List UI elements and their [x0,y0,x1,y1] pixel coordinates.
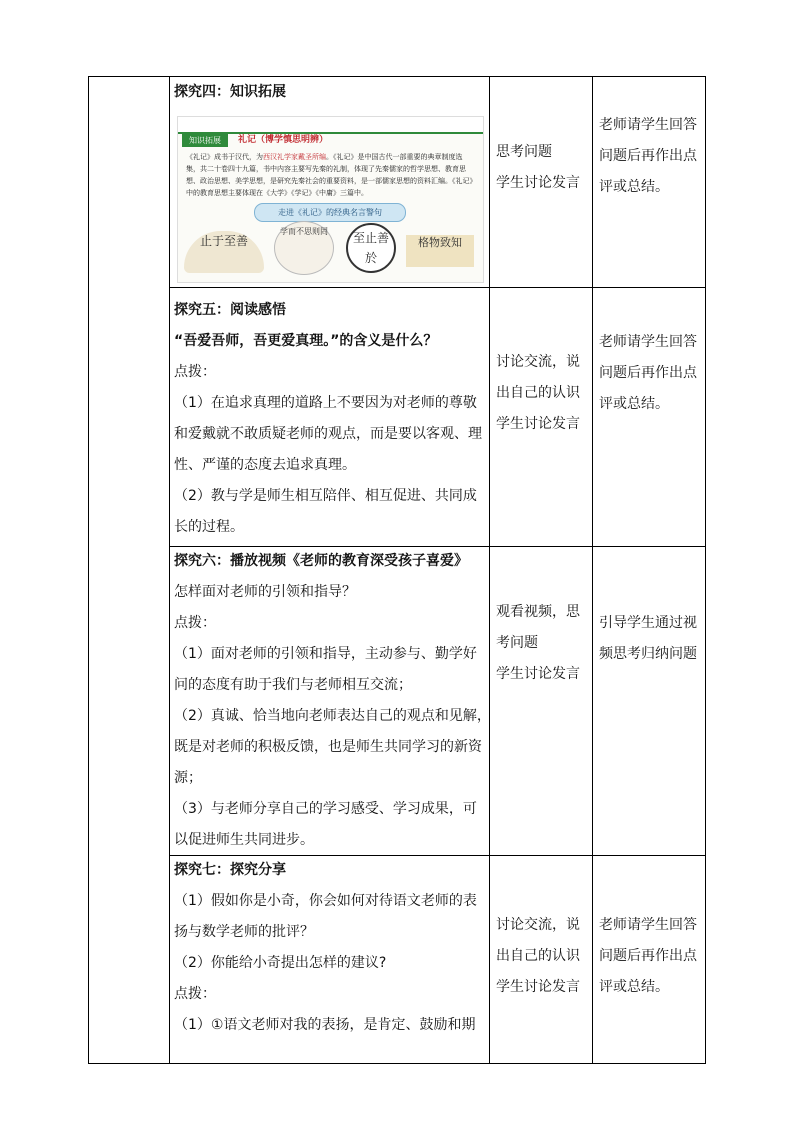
student-activity-line: 学生讨论发言 [496,979,580,995]
column-divider [592,77,593,1063]
teacher-activity-line: 老师请学生回答 [599,334,697,350]
teacher-activity-line: 问题后再作出点 [599,948,697,964]
image-title: 礼记（博学慎思明辨） [238,135,329,145]
image-body-text: 《礼记》成书于汉代，为西汉礼学家戴圣所编。《礼记》是中国古代一部重要的典章制度选集，共二十卷四十九篇，书中内容主要写先秦的礼制，体现了先秦儒家的哲学思想、教育思想、政治思想、美学思想，是研究先秦社会的重要资料，是一部儒家思想的资料汇编。《礼记》中的教育思想主要体现在《大学》《学记》《中庸》三篇中。 [186,153,473,197]
student-activity [494,347,588,440]
section-heading: 探究六：播放视频《老师的教育深受孩子喜爱》 [174,553,468,569]
student-activity-line: 考问题 [496,635,538,651]
student-activity [494,910,588,1003]
student-activity-line: 学生讨论发言 [496,175,580,191]
teacher-activity-line: 老师请学生回答 [599,117,697,133]
student-activity-line: 出自己的认识 [496,948,580,964]
answer-line: 和爱戴就不敢质疑老师的观点，而是要以客观、理 [174,426,482,442]
student-activity-line: 出自己的认识 [496,385,580,401]
student-activity-line: 讨论交流，说 [496,354,580,370]
quotes-banner: 走进《礼记》的经典名言警句 [254,203,406,222]
row-explore-4 [173,77,575,108]
answer-line: 既是对老师的积极反馈，也是师生共同学习的新资 [174,739,482,755]
answer-line: （1）面对老师的引领和指导，主动参与、勤学好 [174,646,477,662]
student-activity-line: 讨论交流，说 [496,917,580,933]
calligraphy-round: 学而不思则罔 [274,221,334,275]
teacher-activity-line: 评或总结。 [599,179,669,195]
knowledge-tag: 知识拓展 [182,134,228,147]
answer-line: 源； [174,770,202,786]
teacher-activity-line: 问题后再作出点 [599,148,697,164]
answer-line: （2）教与学是师生相互陪伴、相互促进、共同成 [174,488,477,504]
answer-line: （2）真诚、恰当地向老师表达自己的观点和见解， [174,708,491,724]
teacher-activity [597,608,705,670]
calligraphy-fan: 止于至善 [184,231,264,273]
teacher-activity-line: 评或总结。 [599,396,669,412]
student-activity-line: 学生讨论发言 [496,666,580,682]
answer-line: 问的态度有助于我们与老师相互交流； [174,677,412,693]
teacher-activity-line: 老师请学生回答 [599,917,697,933]
teacher-activity-line: 引导学生通过视 [599,615,697,631]
column-divider [169,77,170,1063]
row-explore-6 [173,546,575,856]
question: “吾爱吾师，吾更爱真理。”的含义是什么？ [174,333,438,349]
teacher-activity [597,327,705,420]
answer-line: 长的过程。 [174,519,244,535]
lesson-table [88,76,706,1064]
answer-line: 以促进师生共同进步。 [174,832,314,848]
answer-line: （3）与老师分享自己的学习感受、学习成果，可 [174,801,477,817]
row-divider [169,287,705,288]
student-activity [494,137,588,199]
student-activity [494,597,588,690]
hint-label: 点拨： [174,986,216,1002]
answer-line: （2）你能给小奇提出怎样的建议? [174,955,387,971]
student-activity-line: 思考问题 [496,144,552,160]
calligraphy-circle: 至止善於 [346,223,396,273]
question: 怎样面对老师的引领和指导？ [174,584,356,600]
teacher-activity [597,110,705,203]
teacher-activity-line: 评或总结。 [599,979,669,995]
student-activity-line: 学生讨论发言 [496,416,580,432]
answer-line: （1）①语文老师对我的表扬，是肯定、鼓励和期 [174,1017,476,1033]
student-activity-line: 观看视频，思 [496,604,580,620]
answer-line: 扬与数学老师的批评？ [174,924,314,940]
teacher-activity-line: 问题后再作出点 [599,365,697,381]
image-header [178,117,483,134]
section-heading: 探究七：探究分享 [174,862,286,878]
section-heading: 探究五：阅读感悟 [174,302,286,318]
teacher-activity [597,910,705,1003]
answer-line: （1）在追求真理的道路上不要因为对老师的尊敬 [174,395,477,411]
hint-label: 点拨： [174,364,216,380]
answer-line: （1）假如你是小奇，你会如何对待语文老师的表 [174,893,477,909]
calligraphy-scroll: 格物致知 [406,235,474,267]
teacher-activity-line: 频思考归纳问题 [599,646,697,662]
liji-knowledge-image [177,116,484,283]
hint-label: 点拨： [174,615,216,631]
section-heading: 探究四：知识拓展 [174,84,286,100]
answer-line: 性、严谨的态度去追求真理。 [174,457,356,473]
